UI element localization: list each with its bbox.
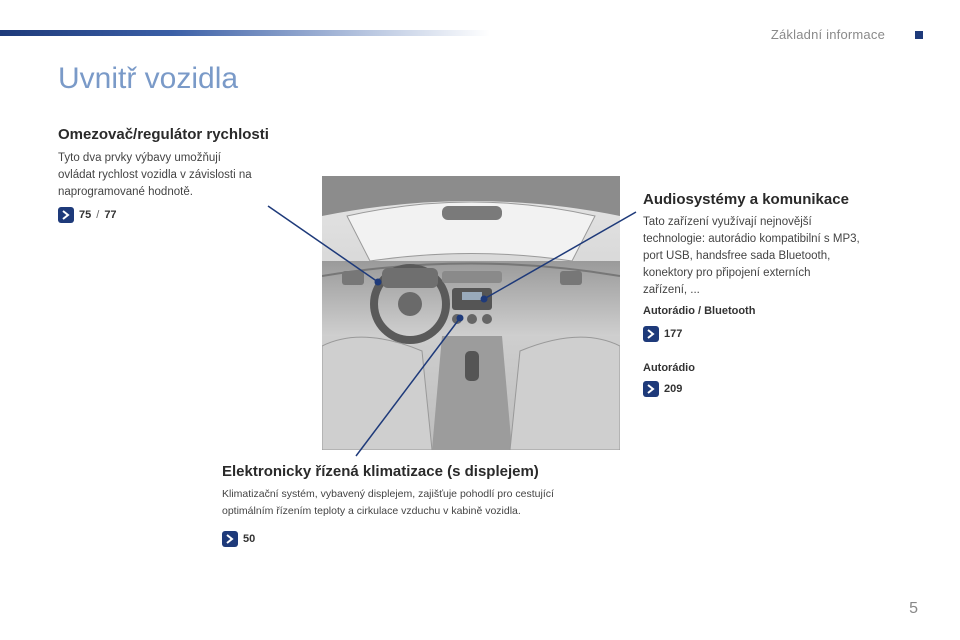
callout-dot-speed: [375, 279, 382, 286]
speed-ref-a[interactable]: 75: [79, 209, 92, 221]
audio-line-4: konektory pro připojení externích: [643, 267, 811, 279]
audio-description: [643, 214, 893, 299]
page-number: 5: [909, 600, 918, 617]
climate-line-2: optimálním řízením teploty a cirkulace vzduchu v kabině vozidla.: [222, 505, 521, 517]
audio-bluetooth-reference[interactable]: [643, 326, 682, 342]
speed-line-1: Tyto dva prvky výbavy umožňují: [58, 152, 221, 164]
speed-ref-b[interactable]: 77: [104, 209, 117, 221]
speed-description: [58, 150, 288, 201]
chevron-right-icon: [643, 326, 659, 342]
car-interior-illustration: [322, 176, 620, 450]
climate-section-title: Elektronicky řízená klimatizace (s displejem): [222, 463, 539, 480]
speed-section-title: Omezovač/regulátor rychlosti: [58, 126, 269, 143]
square-icon: [915, 31, 923, 39]
audio-ref-1[interactable]: 177: [664, 328, 683, 340]
speed-line-2: ovládat rychlost vozidla v závislosti na: [58, 169, 252, 181]
audio-section-title: Audiosystémy a komunikace: [643, 191, 849, 208]
chevron-right-icon: [222, 531, 238, 547]
audio-line-3: port USB, handsfree sada Bluetooth,: [643, 250, 831, 262]
audio-line-1: Tato zařízení využívají nejnovější: [643, 216, 812, 228]
audio-ref-2[interactable]: 209: [664, 383, 683, 395]
audio-subhead-bluetooth: Autorádio / Bluetooth: [643, 305, 756, 317]
speed-page-reference[interactable]: [58, 207, 117, 223]
climate-ref[interactable]: 50: [243, 533, 256, 545]
chevron-right-icon: [58, 207, 74, 223]
audio-line-5: zařízení, ...: [643, 284, 700, 296]
audio-radio-reference[interactable]: [643, 381, 682, 397]
chapter-title: Základní informace: [770, 27, 885, 42]
page-title: Uvnitř vozidla: [58, 62, 239, 95]
climate-page-reference[interactable]: [222, 531, 255, 547]
audio-subhead-radio: Autorádio: [643, 362, 695, 374]
speed-ref-separator: /: [96, 209, 100, 221]
callout-dot-climate: [457, 315, 464, 322]
speed-line-3: naprogramované hodnotě.: [58, 186, 193, 198]
climate-description: [222, 486, 622, 520]
callout-dot-audio: [481, 296, 488, 303]
header-bar: [0, 30, 490, 36]
audio-line-2: technologie: autorádio kompatibilní s MP3,: [643, 233, 860, 245]
climate-line-1: Klimatizační systém, vybavený displejem, zajišťuje pohodlí pro cestující: [222, 488, 554, 500]
chevron-right-icon: [643, 381, 659, 397]
